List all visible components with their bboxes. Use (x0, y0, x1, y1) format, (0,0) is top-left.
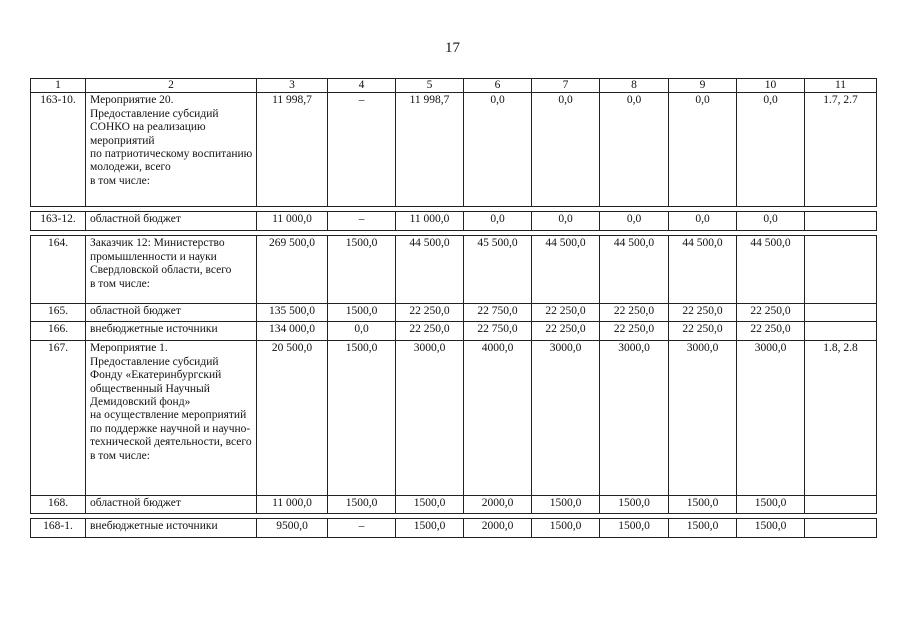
header-cell: 2 (86, 79, 257, 93)
target-ref-cell (805, 236, 877, 304)
table-row (31, 93, 877, 207)
table-row (31, 341, 877, 496)
row-number-cell: 163-10. (31, 93, 86, 207)
year-col-5-cell: 11 000,0 (396, 212, 464, 231)
year-col-5-cell: 22 250,0 (396, 322, 464, 341)
row-number-cell: 163-12. (31, 212, 86, 231)
year-col-5-cell: 1500,0 (396, 519, 464, 538)
table-row (31, 236, 877, 304)
target-ref-cell: 1.7, 2.7 (805, 93, 877, 207)
year-col-10-cell: 1500,0 (737, 496, 805, 514)
header-row (31, 79, 877, 93)
year-col-9-cell: 0,0 (669, 93, 737, 207)
year-col-8-cell: 1500,0 (600, 519, 669, 538)
year-col-8-cell: 0,0 (600, 93, 669, 207)
year-col-5-cell: 3000,0 (396, 341, 464, 496)
year-col-6-cell: 4000,0 (464, 341, 532, 496)
year-col-10-cell: 1500,0 (737, 519, 805, 538)
target-ref-cell (805, 304, 877, 322)
year-col-4-cell: 1500,0 (328, 304, 396, 322)
header-cell: 6 (464, 79, 532, 93)
year-col-9-cell: 44 500,0 (669, 236, 737, 304)
target-ref-cell (805, 212, 877, 231)
row-number-cell: 165. (31, 304, 86, 322)
year-col-10-cell: 0,0 (737, 93, 805, 207)
year-col-9-cell: 0,0 (669, 212, 737, 231)
total-cell: 135 500,0 (257, 304, 328, 322)
year-col-4-cell: 0,0 (328, 322, 396, 341)
header-cell: 9 (669, 79, 737, 93)
target-ref-cell (805, 496, 877, 514)
description-cell: областной бюджет (86, 304, 257, 322)
page-number: 17 (445, 40, 460, 56)
year-col-9-cell: 1500,0 (669, 519, 737, 538)
year-col-6-cell: 45 500,0 (464, 236, 532, 304)
year-col-8-cell: 44 500,0 (600, 236, 669, 304)
header-cell: 1 (31, 79, 86, 93)
year-col-6-cell: 2000,0 (464, 496, 532, 514)
description-cell: областной бюджет (86, 212, 257, 231)
year-col-7-cell: 0,0 (532, 93, 600, 207)
table-row (31, 519, 877, 538)
year-col-8-cell: 22 250,0 (600, 304, 669, 322)
table-row (31, 322, 877, 341)
year-col-10-cell: 0,0 (737, 212, 805, 231)
table-row (31, 212, 877, 231)
total-cell: 20 500,0 (257, 341, 328, 496)
year-col-7-cell: 1500,0 (532, 496, 600, 514)
year-col-4-cell: 1500,0 (328, 341, 396, 496)
year-col-5-cell: 44 500,0 (396, 236, 464, 304)
year-col-5-cell: 22 250,0 (396, 304, 464, 322)
year-col-4-cell: – (328, 519, 396, 538)
header-cell: 5 (396, 79, 464, 93)
year-col-8-cell: 0,0 (600, 212, 669, 231)
total-cell: 11 000,0 (257, 496, 328, 514)
year-col-7-cell: 22 250,0 (532, 322, 600, 341)
header-cell: 8 (600, 79, 669, 93)
description-cell: областной бюджет (86, 496, 257, 514)
year-col-9-cell: 22 250,0 (669, 322, 737, 341)
header-cell: 11 (805, 79, 877, 93)
year-col-4-cell: 1500,0 (328, 496, 396, 514)
row-number-cell: 167. (31, 341, 86, 496)
year-col-7-cell: 3000,0 (532, 341, 600, 496)
year-col-8-cell: 3000,0 (600, 341, 669, 496)
year-col-8-cell: 1500,0 (600, 496, 669, 514)
year-col-9-cell: 3000,0 (669, 341, 737, 496)
year-col-9-cell: 22 250,0 (669, 304, 737, 322)
target-ref-cell (805, 519, 877, 538)
year-col-6-cell: 22 750,0 (464, 304, 532, 322)
total-cell: 11 998,7 (257, 93, 328, 207)
row-number-cell: 168. (31, 496, 86, 514)
description-cell: Мероприятие 20. Предоставление субсидий СОНКО на реализацию мероприятий по патриотическому воспитанию молодежи, всего в том числе: (86, 93, 257, 207)
total-cell: 269 500,0 (257, 236, 328, 304)
description-cell: внебюджетные источники (86, 322, 257, 341)
header-cell: 3 (257, 79, 328, 93)
year-col-5-cell: 11 998,7 (396, 93, 464, 207)
year-col-10-cell: 44 500,0 (737, 236, 805, 304)
year-col-6-cell: 22 750,0 (464, 322, 532, 341)
total-cell: 134 000,0 (257, 322, 328, 341)
year-col-10-cell: 3000,0 (737, 341, 805, 496)
row-number-cell: 166. (31, 322, 86, 341)
table-row (31, 496, 877, 514)
year-col-6-cell: 2000,0 (464, 519, 532, 538)
year-col-4-cell: – (328, 93, 396, 207)
table-row (31, 304, 877, 322)
row-number-cell: 164. (31, 236, 86, 304)
year-col-8-cell: 22 250,0 (600, 322, 669, 341)
year-col-10-cell: 22 250,0 (737, 322, 805, 341)
year-col-5-cell: 1500,0 (396, 496, 464, 514)
target-ref-cell (805, 322, 877, 341)
budget-table (30, 78, 877, 538)
header-cell: 7 (532, 79, 600, 93)
total-cell: 9500,0 (257, 519, 328, 538)
year-col-9-cell: 1500,0 (669, 496, 737, 514)
year-col-10-cell: 22 250,0 (737, 304, 805, 322)
year-col-6-cell: 0,0 (464, 212, 532, 231)
description-cell: внебюджетные источники (86, 519, 257, 538)
total-cell: 11 000,0 (257, 212, 328, 231)
target-ref-cell: 1.8, 2.8 (805, 341, 877, 496)
row-number-cell: 168-1. (31, 519, 86, 538)
year-col-7-cell: 44 500,0 (532, 236, 600, 304)
header-cell: 10 (737, 79, 805, 93)
year-col-7-cell: 1500,0 (532, 519, 600, 538)
year-col-4-cell: – (328, 212, 396, 231)
year-col-7-cell: 22 250,0 (532, 304, 600, 322)
year-col-7-cell: 0,0 (532, 212, 600, 231)
description-cell: Мероприятие 1. Предоставление субсидий Фонду «Екатеринбургский общественный Научный Демидовский фонд» на осуществление мероприятий по поддержке научной и научно-технической деятельности, всего в том числе: (86, 341, 257, 496)
year-col-4-cell: 1500,0 (328, 236, 396, 304)
header-cell: 4 (328, 79, 396, 93)
year-col-6-cell: 0,0 (464, 93, 532, 207)
description-cell: Заказчик 12: Министерство промышленности и науки Свердловской области, всего в том числе: (86, 236, 257, 304)
